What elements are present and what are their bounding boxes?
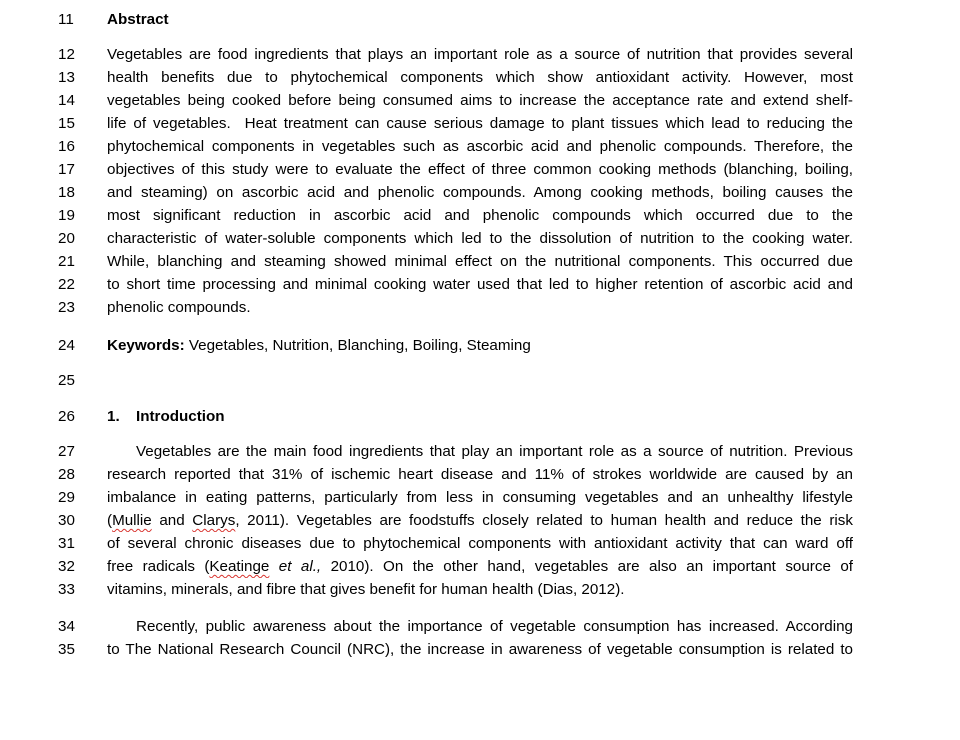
intro-text-line: of several chronic diseases due to phytochemical components with antioxidant activity that can ward off: [107, 535, 853, 552]
line-35: [0, 638, 960, 661]
abstract-text-line: characteristic of water-soluble components which led to the dissolution of nutrition to the cooking water.: [107, 230, 853, 247]
line-number: 30: [58, 512, 75, 529]
intro-text-line: [107, 509, 853, 532]
intro-text-line: to The National Research Council (NRC), the increase in awareness of vegetable consumption is related to: [107, 641, 853, 658]
line-25: [0, 369, 960, 392]
line-number: 26: [58, 408, 75, 425]
line-number: 13: [58, 69, 75, 86]
intro-text-line: Recently, public awareness about the importance of vegetable consumption has increased. According: [136, 618, 853, 635]
line-16: [0, 135, 960, 158]
line-number: 27: [58, 443, 75, 460]
abstract-heading: Abstract: [107, 11, 169, 28]
abstract-text-line: health benefits due to phytochemical components which show antioxidant activity. However, most: [107, 69, 853, 86]
section-number: 1.: [107, 408, 120, 425]
line-11: [0, 8, 960, 31]
line-number: 17: [58, 161, 75, 178]
line-number: 14: [58, 92, 75, 109]
abstract-text-line: and steaming) on ascorbic acid and phenolic compounds. Among cooking methods, boiling causes the: [107, 184, 853, 201]
line-number: 12: [58, 46, 75, 63]
line-27: [0, 440, 960, 463]
abstract-text-line: phytochemical components in vegetables such as ascorbic acid and phenolic compounds. Therefore, the: [107, 138, 853, 155]
abstract-text-line: While, blanching and steaming showed minimal effect on the nutritional components. This occurred due: [107, 253, 853, 270]
line-28: [0, 463, 960, 486]
line-number: 23: [58, 299, 75, 316]
line-18: [0, 181, 960, 204]
line-33: [0, 578, 960, 601]
line-number: 11: [58, 11, 74, 28]
abstract-text-line: vegetables being cooked before being consumed aims to increase the acceptance rate and extend shelf-: [107, 92, 853, 109]
keywords-list: Vegetables, Nutrition, Blanching, Boiling, Steaming: [184, 337, 531, 354]
section-title: Introduction: [136, 408, 225, 425]
line-number: 25: [58, 372, 75, 389]
line-number: 16: [58, 138, 75, 155]
line-32: [0, 555, 960, 578]
line-number: 24: [58, 337, 75, 354]
keywords-line: [107, 334, 853, 357]
line-number: 18: [58, 184, 75, 201]
line-number: 22: [58, 276, 75, 293]
line-21: [0, 250, 960, 273]
line-number: 19: [58, 207, 75, 224]
line-14: [0, 89, 960, 112]
line-19: [0, 204, 960, 227]
intro-text-line: imbalance in eating patterns, particularly from less in consuming vegetables and an unhealthy lifestyle: [107, 489, 853, 506]
abstract-text-line: phenolic compounds.: [107, 299, 251, 316]
line-number: 31: [58, 535, 75, 552]
abstract-text-line: life of vegetables. Heat treatment can cause serious damage to plant tissues which lead to reducing the: [107, 115, 853, 132]
abstract-text-line: most significant reduction in ascorbic acid and phenolic compounds which occurred due to the: [107, 207, 853, 224]
line-23: [0, 296, 960, 319]
keywords-label: Keywords:: [107, 337, 185, 354]
line-17: [0, 158, 960, 181]
line-20: [0, 227, 960, 250]
abstract-text-line: to short time processing and minimal cooking water used that led to higher retention of ascorbic acid and: [107, 276, 853, 293]
section-heading: [107, 405, 853, 428]
line-34: [0, 615, 960, 638]
line-26: [0, 405, 960, 428]
line-number: 28: [58, 466, 75, 483]
text-run-italic: et al.,: [269, 558, 322, 575]
abstract-text-line: objectives of this study were to evaluate the effect of three common cooking methods (blanching, boiling,: [107, 161, 853, 178]
intro-text-line: Vegetables are the main food ingredients that play an important role as a source of nutrition. Previous: [136, 443, 853, 460]
spellcheck-word: Keatinge: [209, 558, 270, 575]
text-run: , 2011). Vegetables are foodstuffs closely related to human health and reduce the risk: [235, 512, 853, 529]
line-13: [0, 66, 960, 89]
line-number: 35: [58, 641, 75, 658]
intro-text-line: [107, 555, 853, 578]
text-run: 2010). On the other hand, vegetables are also an important source of: [321, 558, 853, 575]
line-number: 34: [58, 618, 75, 635]
line-12: [0, 43, 960, 66]
line-29: [0, 486, 960, 509]
intro-text-line: vitamins, minerals, and fibre that gives benefit for human health (Dias, 2012).: [107, 581, 625, 598]
line-22: [0, 273, 960, 296]
text-run: and: [151, 512, 193, 529]
line-number: 15: [58, 115, 75, 132]
intro-text-line: research reported that 31% of ischemic heart disease and 11% of strokes worldwide are caused by an: [107, 466, 853, 483]
line-15: [0, 112, 960, 135]
line-number: 20: [58, 230, 75, 247]
spellcheck-word: Mullie: [112, 512, 152, 529]
line-number: 33: [58, 581, 75, 598]
abstract-text-line: Vegetables are food ingredients that plays an important role as a source of nutrition that provides several: [107, 46, 853, 63]
line-number: 32: [58, 558, 75, 575]
text-run: (: [107, 512, 113, 529]
line-24: [0, 334, 960, 357]
line-number: 29: [58, 489, 75, 506]
line-31: [0, 532, 960, 555]
line-number: 21: [58, 253, 75, 270]
text-run: free radicals (: [107, 558, 210, 575]
spellcheck-word: Clarys: [192, 512, 236, 529]
line-30: [0, 509, 960, 532]
